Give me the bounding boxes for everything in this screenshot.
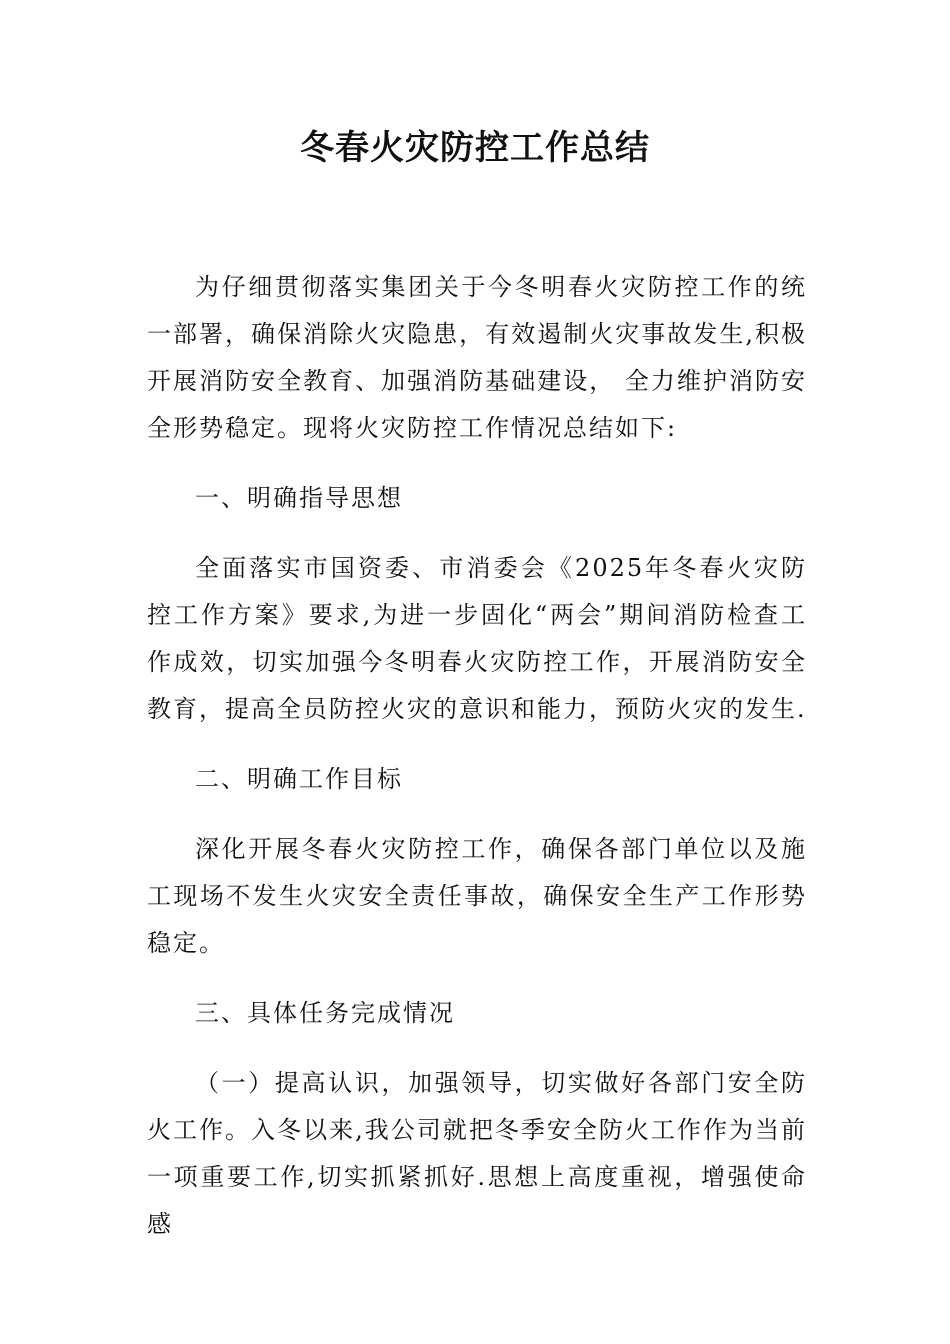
section-1-paragraph: 全面落实市国资委、市消委会《2025年冬春火灾防控工作方案》要求,为进一步固化“两会”期间消防检查工作成效，切实加强今冬明春火灾防控工作，开展消防安全教育，提高全员防控火灾的意识和能力，预防火灾的发生. (147, 554, 807, 723)
section-2-paragraph: 深化开展冬春火灾防控工作，确保各部门单位以及施工现场不发生火灾安全责任事故，确保安全生产工作形势稳定。 (147, 835, 807, 957)
document-title: 冬春火灾防控工作总结 (300, 128, 650, 168)
section-heading-2: 二、明确工作目标 (195, 765, 403, 793)
section-heading-1: 一、明确指导思想 (195, 484, 403, 512)
document-body (147, 264, 807, 1271)
intro-paragraph: 为仔细贯彻落实集团关于今冬明春火灾防控工作的统一部署，确保消除火灾隐患，有效遏制火灾事故发生,积极开展消防安全教育、加强消防基础建设， 全力维护消防安全形势稳定。现将火灾防控工作情况总结如下: (147, 273, 807, 442)
section-heading-3: 三、具体任务完成情况 (195, 999, 455, 1027)
section-3-paragraph: （一）提高认识，加强领导，切实做好各部门安全防火工作。入冬以来,我公司就把冬季安全防火工作作为当前一项重要工作,切实抓紧抓好.思想上高度重视，增强使命感 (147, 1069, 807, 1238)
